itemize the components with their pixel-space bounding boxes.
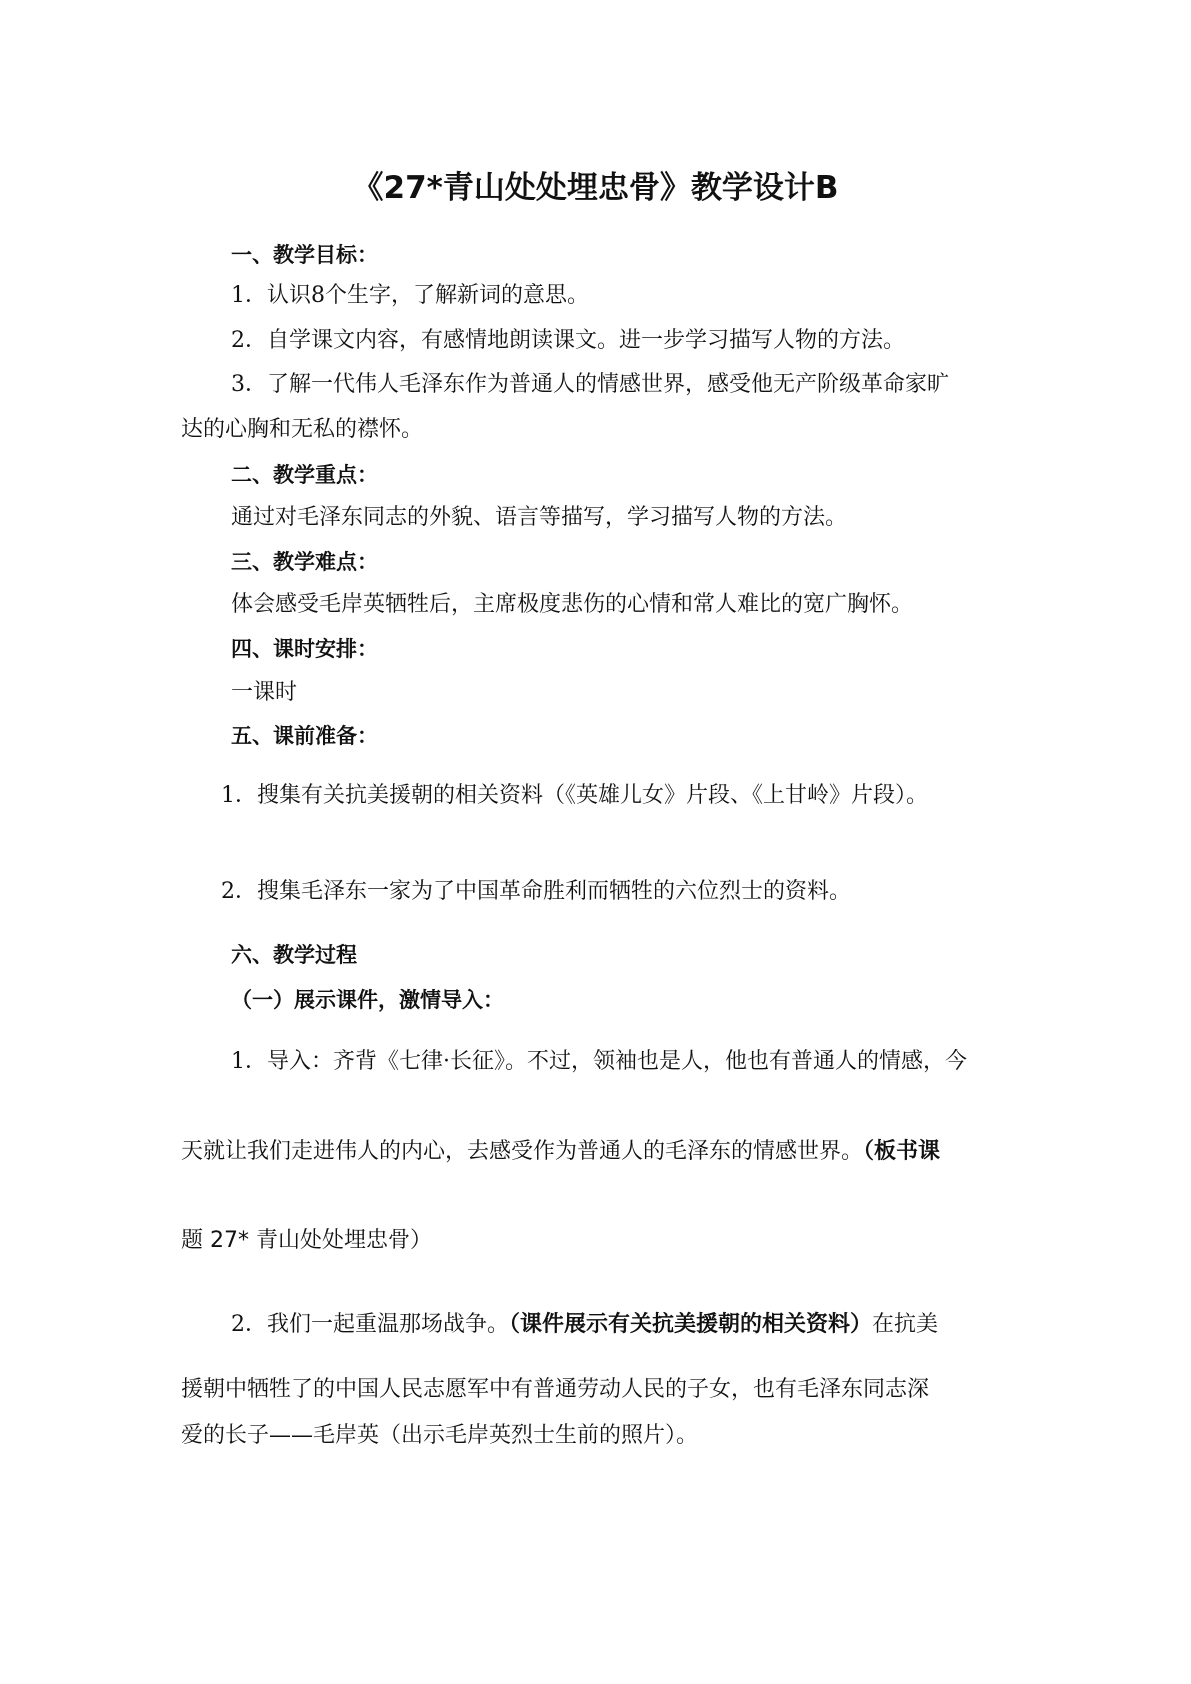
difficulties-text: 体会感受毛岸英牺牲后，主席极度悲伤的心情和常人难比的宽广胸怀。 (231, 592, 914, 617)
schedule-text: 一课时 (231, 680, 298, 705)
heading-key-points: 二、教学重点： (231, 463, 378, 487)
heading-difficulties: 三、教学难点： (231, 550, 378, 574)
heading-teaching-objectives: 一、教学目标： (231, 243, 378, 267)
heading-teaching-process: 六、教学过程 (231, 943, 357, 967)
objective-1: 1．认识8个生字，了解新词的意思。 (231, 283, 589, 308)
preparation-item-2: 2．搜集毛泽东一家为了中国革命胜利而牺牲的六位烈士的资料。 (221, 879, 851, 904)
document-title: 《27*青山处处埋忠骨》教学设计B (352, 170, 839, 206)
process-paragraph-2-line-3: 爱的长子——毛岸英（出示毛岸英烈士生前的照片）。 (181, 1423, 699, 1448)
process-paragraph-1-line-3: 题 27* 青山处处埋忠骨） (181, 1228, 432, 1253)
preparation-item-1: 1．搜集有关抗美援朝的相关资料（《英雄儿女》片段、《上甘岭》片段）。 (221, 783, 928, 808)
subheading-intro: （一）展示课件，激情导入： (231, 988, 504, 1012)
process-paragraph-1-line-2-text: 天就让我们走进伟人的内心，去感受作为普通人的毛泽东的情感世界。 (181, 1139, 864, 1164)
objective-3-line-2: 达的心胸和无私的襟怀。 (181, 417, 424, 442)
process-paragraph-1-line-2 (181, 1137, 940, 1167)
blackboard-note-start: （板书课 (863, 1139, 941, 1164)
objective-3-line-1: 3．了解一代伟人毛泽东作为普通人的情感世界，感受他无产阶级革命家旷 (231, 372, 949, 397)
heading-preparation: 五、课前准备： (231, 724, 378, 748)
process-paragraph-1-line-1: 1．导入：齐背《七律·长征》。不过，领袖也是人，他也有普通人的情感，今 (231, 1049, 967, 1074)
heading-schedule: 四、课时安排： (231, 637, 378, 661)
courseware-note: （课件展示有关抗美援朝的相关资料） (509, 1312, 873, 1337)
process-paragraph-2-line-2: 援朝中牺牲了的中国人民志愿军中有普通劳动人民的子女，也有毛泽东同志深 (181, 1377, 930, 1402)
process-paragraph-2-line-1-tail: 在抗美 (872, 1312, 939, 1337)
process-paragraph-2-line-1-text: 2．我们一起重温那场战争。 (231, 1312, 509, 1337)
objective-2: 2．自学课文内容，有感情地朗读课文。进一步学习描写人物的方法。 (231, 328, 905, 353)
key-points-text: 通过对毛泽东同志的外貌、语言等描写，学习描写人物的方法。 (231, 505, 848, 530)
process-paragraph-2-line-1 (231, 1310, 938, 1340)
